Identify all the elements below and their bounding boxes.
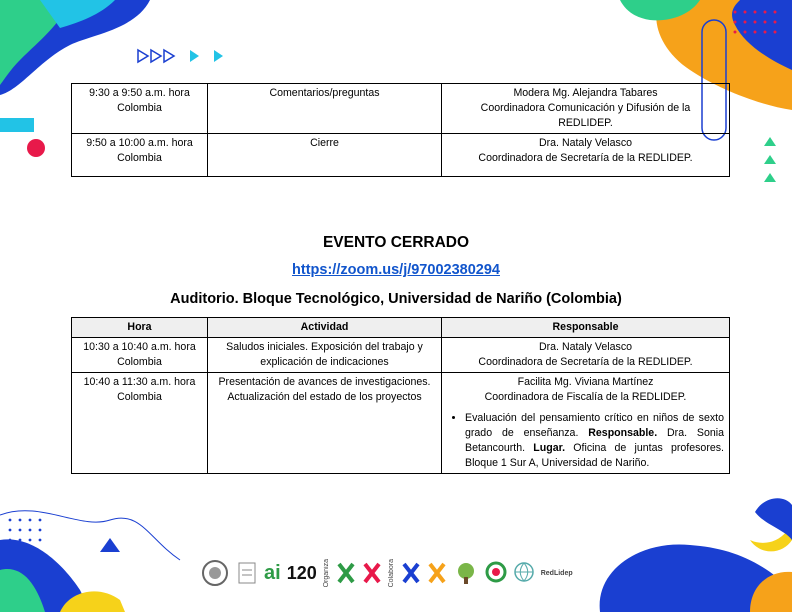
activity-cell: Comentarios/preguntas [208, 84, 442, 134]
responsible-line: REDLIDEP. [558, 117, 613, 129]
responsible-cell [442, 373, 730, 474]
psychology-logo [485, 561, 507, 585]
globe-logo [513, 561, 535, 585]
header-actividad: Actividad [208, 318, 442, 338]
table-row [72, 134, 730, 177]
university-seal-logo [200, 558, 230, 588]
cyan-triangle-2 [214, 50, 223, 62]
bottom-right-blue-arc [755, 498, 792, 540]
section-title: EVENTO CERRADO [322, 234, 470, 251]
activity-cell: Cierre [208, 134, 442, 177]
venue-heading: Auditorio. Bloque Tecnológico, Universidad de Nariño (Colombia) [170, 291, 622, 307]
tree-logo [453, 561, 479, 585]
responsible-line: Dra. Nataly Velasco [538, 137, 633, 149]
time-cell: 9:30 a 9:50 a.m. hora Colombia [72, 84, 208, 134]
institution-logo [236, 558, 258, 588]
cyan-bar-left [0, 118, 34, 132]
responsible-line: Coordinadora Comunicación y Difusión de la [480, 102, 691, 114]
table-header-row [72, 318, 730, 338]
responsible-cell [442, 338, 730, 373]
redlidep-logo: RedLidep [540, 569, 573, 577]
list-item [465, 411, 724, 471]
place-value: Oficina de juntas profesores. Bloque 1 Sur A, Universidad de Nariño. [465, 442, 724, 469]
responsible-line: Facilita Mg. Viviana Martínez [517, 376, 654, 388]
cyan-triangle-1 [190, 50, 199, 62]
x-logo-1 [336, 561, 356, 585]
schedule-table-top [71, 83, 730, 177]
blue-triangle-bottom [100, 538, 120, 552]
x-logo-2 [362, 561, 382, 585]
red-dot-left [27, 139, 45, 157]
footer-logos [200, 555, 573, 591]
responsible-line: Dra. Nataly Velasco [538, 341, 633, 353]
responsible-value: Dra. Sonia Betancourth. [465, 427, 724, 454]
responsible-line: Coordinadora de Fiscalía de la REDLIDEP. [484, 391, 687, 403]
x-logo-4 [427, 561, 447, 585]
organiza-label: Organiza [322, 558, 330, 588]
project-title: Evaluación del pensamiento crítico en niños de sexto grado de enseñanza. [465, 412, 724, 439]
time-cell: 10:30 a 10:40 a.m. hora Colombia [72, 338, 208, 373]
responsible-cell [442, 84, 730, 134]
schedule-table-main [71, 317, 730, 474]
responsible-line: Coordinadora de Secretaría de la REDLIDEP. [478, 152, 693, 164]
colabora-label: Colabora [387, 558, 395, 588]
x-logo-3 [401, 561, 421, 585]
header-hora: Hora [72, 318, 208, 338]
project-list [447, 411, 724, 471]
time-cell: 9:50 a 10:00 a.m. hora Colombia [72, 134, 208, 177]
activity-cell: Saludos iniciales. Exposición del trabajo y explicación de indicaciones [208, 338, 442, 373]
responsible-line: Modera Mg. Alejandra Tabares [513, 87, 658, 99]
responsible-label: Responsable. [588, 427, 658, 439]
place-label: Lugar. [533, 442, 566, 454]
time-cell: 10:40 a 11:30 a.m. hora Colombia [72, 373, 208, 474]
zoom-link[interactable]: https://zoom.us/j/97002380294 [292, 262, 500, 278]
dot-grid-bottom-left [9, 519, 42, 542]
table-row [72, 338, 730, 373]
responsible-cell [442, 134, 730, 177]
table-row [72, 373, 730, 474]
table-row [72, 84, 730, 134]
green-triangles-right [764, 137, 776, 182]
responsible-line: Coordinadora de Secretaría de la REDLIDEP. [478, 356, 693, 368]
ai-logo: ai [264, 561, 281, 584]
play-arrows-icon [138, 50, 174, 62]
activity-cell: Presentación de avances de investigaciones. Actualización del estado de los proyectos [208, 373, 442, 474]
header-responsable: Responsable [442, 318, 730, 338]
anniversary-120-logo: 120 [286, 562, 317, 583]
